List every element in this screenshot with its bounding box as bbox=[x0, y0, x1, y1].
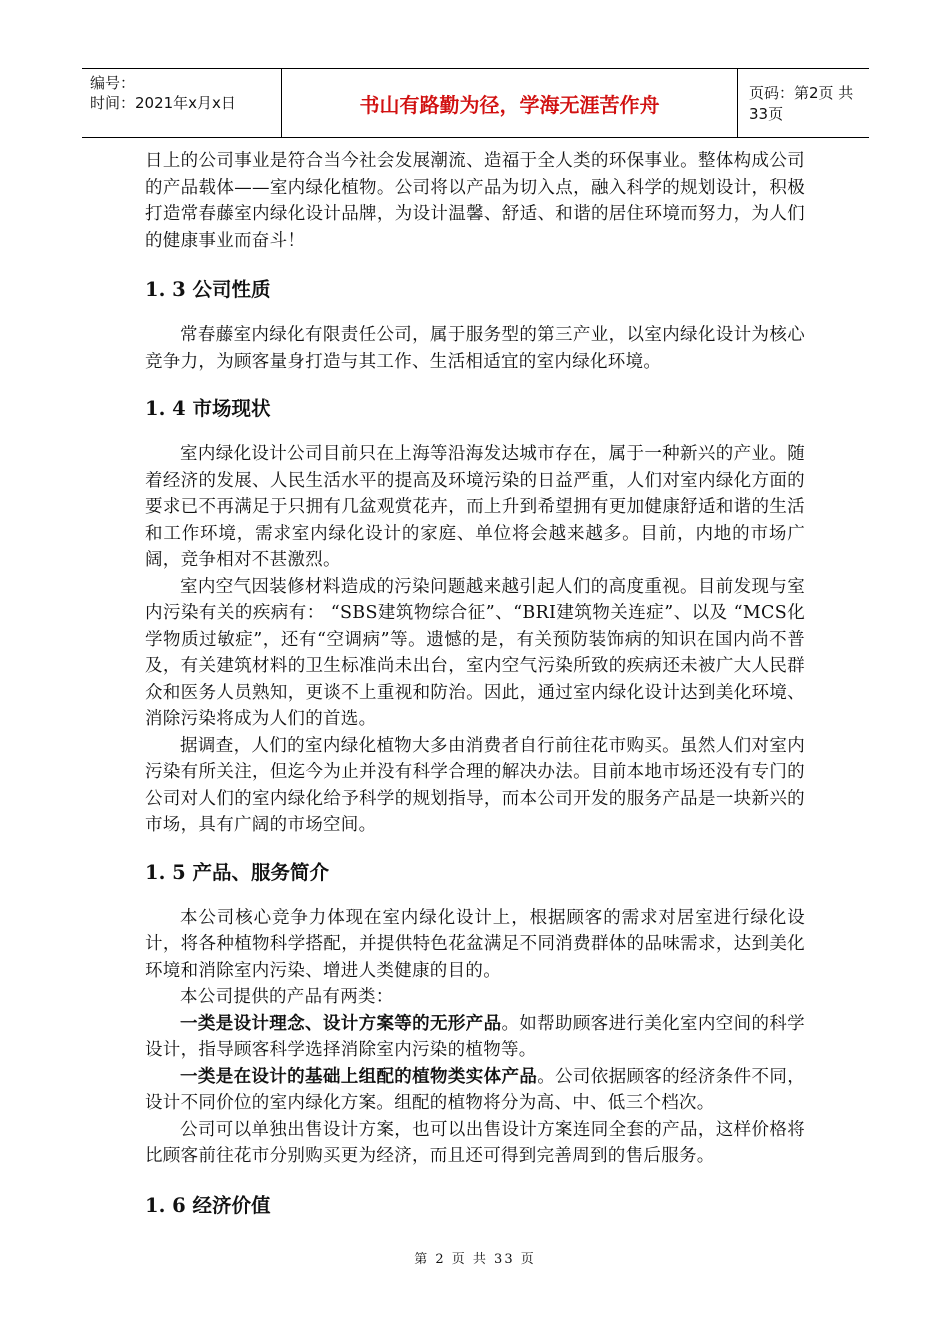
header-motto: 书山有路勤为径，学海无涯苦作舟 bbox=[282, 69, 738, 137]
section-heading-1-5: 1. 5 产品、服务简介 bbox=[145, 860, 330, 884]
paragraph-products-2: 本公司提供的产品有两类： bbox=[180, 987, 394, 1007]
header-page-info: 页码：第2页 共33页 bbox=[749, 84, 854, 123]
paragraph-market-3: 据调查，人们的室内绿化植物大多由消费者自行前往花市购买。虽然人们对室内污染有所关注，但迄今为止并没有科学合理的解决办法。目前本地市场还没有专门的公司对人们的室内绿化给予科学的规划指导，而本公司开发的服务产品是一块新兴的市场，具有广阔的市场空间。 bbox=[145, 735, 805, 835]
paragraph-products-intangible bbox=[145, 1011, 805, 1064]
physical-product-detail: 。公司依据顾客的经济条件不同，设计不同价位的室内绿化方案。组配的植物将分为高、中、低三个档次。 bbox=[145, 1066, 806, 1113]
section-heading-1-6: 1. 6 经济价值 bbox=[145, 1193, 271, 1217]
bold-intangible-product: 一类是设计理念、设计方案等的无形产品 bbox=[180, 1013, 502, 1034]
paragraph-company-nature: 常春藤室内绿化有限责任公司，属于服务型的第三产业，以室内绿化设计为核心竞争力，为顾客量身打造与其工作、生活相适宜的室内绿化环境。 bbox=[145, 325, 805, 372]
paragraph-market-1: 室内绿化设计公司目前只在上海等沿海发达城市存在，属于一种新兴的产业。随着经济的发展、人民生活水平的提高及环境污染的日益严重，人们对室内绿化方面的要求已不再满足于只拥有几盆观赏花卉，而上升到希望拥有更加健康舒适和谐的生活和工作环境，需求室内绿化设计的家庭、单位将会越来越多。目前，内地的市场广阔，竞争相对不甚激烈。 bbox=[145, 444, 805, 570]
paragraph-products-physical bbox=[145, 1064, 805, 1117]
page-footer: 第 2 页 共 33 页 bbox=[414, 1252, 536, 1267]
document-body bbox=[145, 148, 805, 1220]
paragraph-intro-continued: 日上的公司事业是符合当今社会发展潮流、造福于全人类的环保事业。整体构成公司的产品载体——室内绿化植物。公司将以产品为切入点，融入科学的规划设计，积极打造常春藤室内绿化设计品牌，为设计温馨、舒适、和谐的居住环境而努力，为人们的健康事业而奋斗！ bbox=[145, 151, 805, 251]
paragraph-products-sales: 公司可以单独出售设计方案，也可以出售设计方案连同全套的产品，这样价格将比顾客前往花市分别购买更为经济，而且还可得到完善周到的售后服务。 bbox=[145, 1119, 805, 1166]
header-number-label: 编号： bbox=[90, 74, 136, 92]
header-date-label: 时间：2021年x月x日 bbox=[90, 94, 236, 112]
paragraph-products-1: 本公司核心竞争力体现在室内绿化设计上，根据顾客的需求对居室进行绿化设计，将各种植物科学搭配，并提供特色花盆满足不同消费群体的品味需求，达到美化环境和消除室内污染、增进人类健康的目的。 bbox=[145, 907, 805, 981]
header-meta-cell bbox=[82, 69, 282, 137]
page-header bbox=[82, 68, 869, 138]
paragraph-market-2: 室内空气因装修材料造成的污染问题越来越引起人们的高度重视。目前发现与室内污染有关的疾病有： “SBS建筑物综合征”、“BRI建筑物关连症”、以及 “MCS化学物质过敏症”，还有“空调病”等。遗憾的是，有关预防装饰病的知识在国内尚不普及，有关建筑材料的卫生标准尚未出台，室内空气污染所致的疾病还未被广大人民群众和医务人员熟知，更谈不上重视和防治。因此，通过室内绿化设计达到美化环境、消除污染将成为人们的首选。 bbox=[145, 576, 805, 729]
section-heading-1-3: 1. 3 公司性质 bbox=[145, 278, 271, 301]
section-heading-1-4: 1. 4 市场现状 bbox=[145, 397, 271, 420]
bold-physical-product: 一类是在设计的基础上组配的植物类实体产品 bbox=[180, 1066, 538, 1087]
intangible-product-detail: 。如帮助顾客进行美化室内空间的科学设计，指导顾客科学选择消除室内污染的植物等。 bbox=[145, 1013, 805, 1060]
